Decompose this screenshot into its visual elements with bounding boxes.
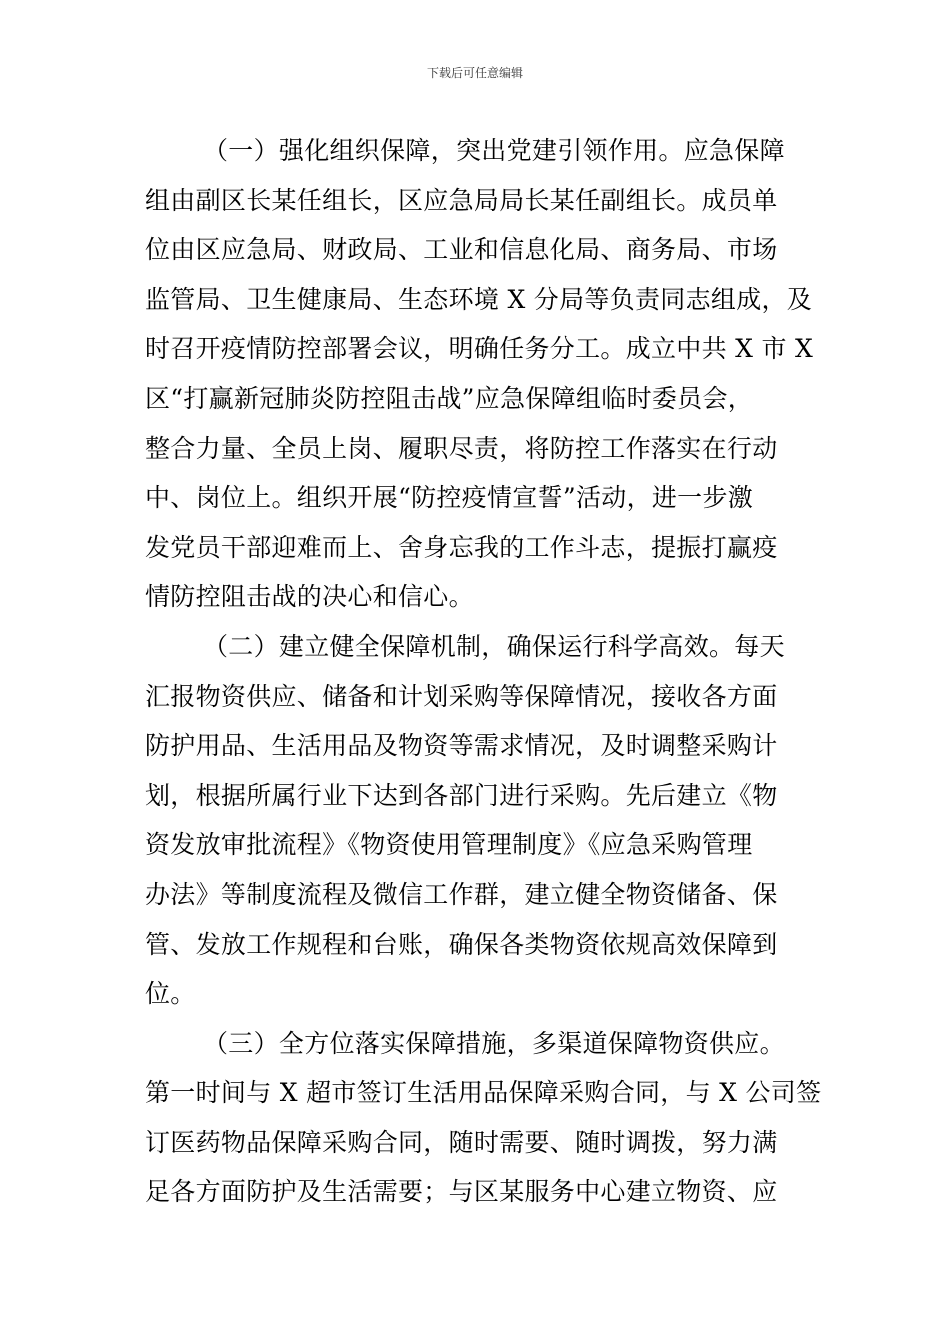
text-line: 时召开疫情防控部署会议，明确任务分工。成立中共 X 市 X xyxy=(145,334,814,364)
text-line: 办法》等制度流程及微信工作群，建立健全物资储备、保 xyxy=(145,879,778,909)
text-line: 足各方面防护及生活需要；与区某服务中心建立物资、应 xyxy=(145,1177,778,1207)
text-line: 区“打赢新冠肺炎防控阻击战”应急保障组临时委员会， xyxy=(145,383,754,413)
text-line: （一）强化组织保障，突出党建引领作用。应急保障 xyxy=(203,136,785,165)
text-line: 组由副区长某任组长，区应急局局长某任副组长。成员单 xyxy=(145,185,778,215)
document-body xyxy=(145,126,822,1217)
text-line: （三）全方位落实保障措施，多渠道保障物资供应。 xyxy=(203,1028,785,1058)
text-line: 防护用品、生活用品及物资等需求情况，及时调整采购计 xyxy=(145,731,778,761)
text-line: 发党员干部迎难而上、舍身忘我的工作斗志，提振打赢疫 xyxy=(145,532,778,562)
text-line: 管、发放工作规程和台账，确保各类物资依规高效保障到 xyxy=(145,929,778,959)
text-line: 情防控阻击战的决心和信心。 xyxy=(145,582,474,612)
text-line: 第一时间与 X 超市签订生活用品保障采购合同，与 X 公司签 xyxy=(145,1078,822,1108)
page-header: 下载后可任意编辑 xyxy=(426,66,523,80)
text-line: 位由区应急局、财政局、工业和信息化局、商务局、市场 xyxy=(145,235,778,265)
text-line: 订医药物品保障采购合同，随时需要、随时调拨，努力满 xyxy=(145,1127,778,1157)
text-line: 划，根据所属行业下达到各部门进行采购。先后建立《物 xyxy=(145,780,778,810)
text-line: 整合力量、全员上岗、履职尽责，将防控工作落实在行动 xyxy=(145,433,778,463)
text-line: 汇报物资供应、储备和计划采购等保障情况，接收各方面 xyxy=(145,681,778,711)
text-line: 中、岗位上。组织开展“防控疫情宣誓”活动，进一步激 xyxy=(145,483,754,513)
text-line: 位。 xyxy=(145,979,196,1009)
text-line: 资发放审批流程》《物资使用管理制度》《应急采购管理 xyxy=(145,830,753,860)
text-line: （二）建立健全保障机制，确保运行科学高效。每天 xyxy=(203,631,785,661)
text-line: 监管局、卫生健康局、生态环境 X 分局等负责同志组成，及 xyxy=(145,284,813,314)
